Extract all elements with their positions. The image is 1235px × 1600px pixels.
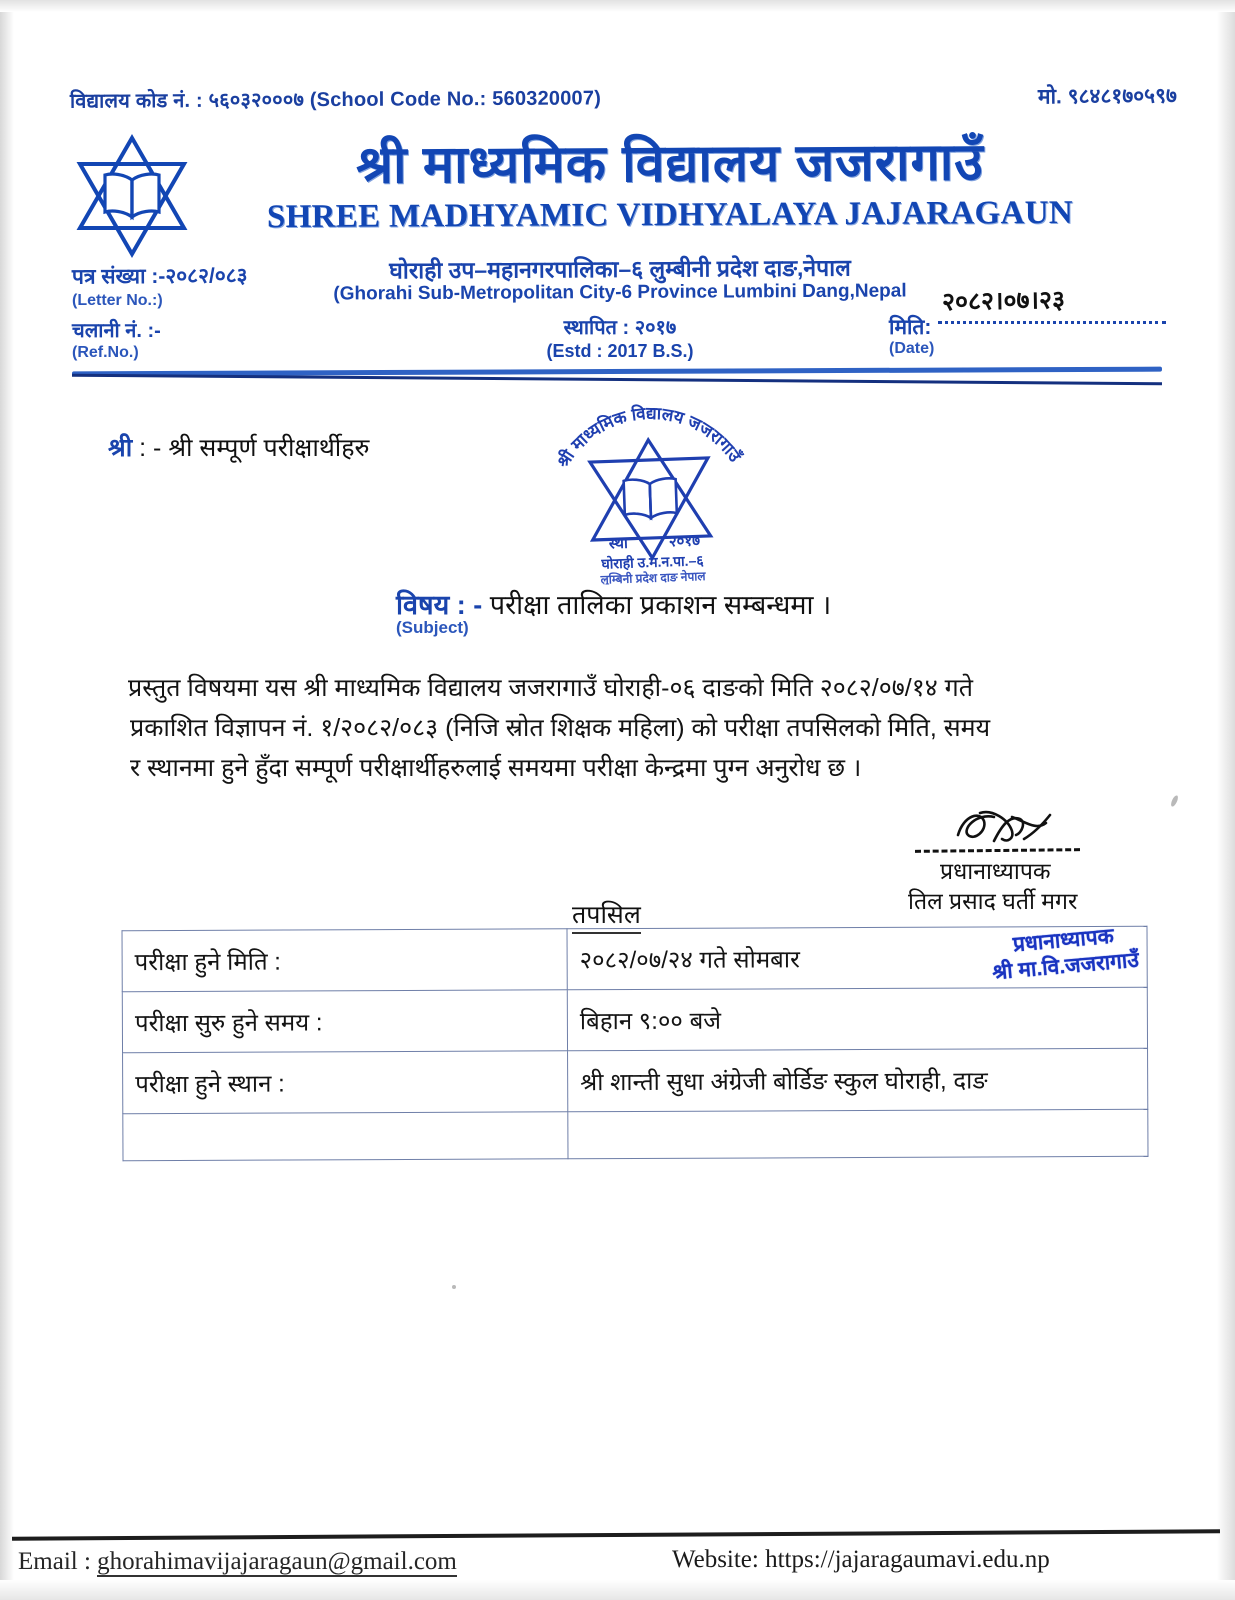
recipient-separator: : - bbox=[139, 434, 162, 462]
scan-edge-left bbox=[0, 0, 14, 1600]
footer-website bbox=[672, 1546, 1050, 1574]
letter-no-field bbox=[72, 261, 248, 290]
established-english: (Estd : 2017 B.S.) bbox=[546, 341, 694, 361]
school-address-english: (Ghorahi Sub-Metropolitan City-6 Province Lumbini Dang,Nepal bbox=[333, 280, 907, 305]
letter-no-label: पत्र संख्या :- bbox=[71, 264, 166, 289]
body-line-2: प्रकाशित विज्ञापन नं. १/२०८२/०८३ (निजि स्रोत शिक्षक महिला) को परीक्षा तपसिलको मिति, समय bbox=[130, 714, 991, 742]
school-name-english: SHREE MADHYAMIC VIDHYALAYA JAJARAGAUN bbox=[266, 194, 1074, 236]
ref-no-sublabel: (Ref.No.) bbox=[72, 344, 139, 361]
header-divider-thin bbox=[72, 374, 1162, 386]
svg-text:स्था: स्था bbox=[608, 534, 629, 553]
footer-email-value[interactable]: ghorahimavijajaragaun@gmail.com bbox=[97, 1548, 457, 1575]
footer-website-label: Website: bbox=[672, 1546, 766, 1573]
footer-divider bbox=[12, 1529, 1220, 1540]
signatory-designation: प्रधानाध्यापक bbox=[940, 858, 1051, 884]
subject-label: विषय : - bbox=[396, 590, 483, 620]
exam-venue-value: श्री शान्ती सुधा अंग्रेजी बोर्डिङ स्कुल घोराही, दाङ bbox=[568, 1048, 1148, 1112]
established-nepali: स्थापित : २०१७ bbox=[563, 317, 677, 339]
exam-venue-label: परीक्षा हुने स्थान : bbox=[123, 1051, 568, 1114]
exam-time-label: परीक्षा सुरु हुने समय : bbox=[122, 990, 567, 1053]
body-line-1: प्रस्तुत विषयमा यस श्री माध्यमिक विद्यालय जजरागाउँ घोराही-०६ दाङको मिति २०८२/०७/१४ गते bbox=[128, 674, 973, 702]
date-sublabel: (Date) bbox=[889, 340, 935, 357]
office-stamp-line-1: प्रधानाध्यापक bbox=[1012, 924, 1115, 957]
date-label: मिति: bbox=[889, 316, 932, 339]
body-line-3: र स्थानमा हुने हुँदा सम्पूर्ण परीक्षार्थीहरुलाई समयमा परीक्षा केन्द्रमा पुग्न अनुरोध छ । bbox=[130, 754, 862, 782]
svg-text:श्री माध्यमिक विद्यालय जजरागाउ: श्री माध्यमिक विद्यालय जजरागाउँ bbox=[553, 403, 745, 472]
subject-sublabel: (Subject) bbox=[396, 618, 469, 637]
school-name-nepali: श्री माध्यमिक विद्यालय जजरागाउँ bbox=[356, 133, 984, 195]
scan-speck bbox=[452, 1285, 456, 1289]
scan-speck bbox=[1170, 795, 1180, 808]
table-spacer-cell-left bbox=[123, 1112, 568, 1161]
table-row-spacer bbox=[123, 1109, 1148, 1160]
signatory-name: तिल प्रसाद घर्ती मगर bbox=[908, 888, 1078, 914]
table-row bbox=[122, 987, 1147, 1052]
date-handwritten-value: २०८२।०७।२३ bbox=[941, 285, 1066, 317]
exam-time-value: बिहान ९:०० बजे bbox=[567, 987, 1147, 1051]
letter-body bbox=[128, 668, 1103, 788]
footer-email-label: Email : bbox=[18, 1548, 98, 1575]
recipient-name: श्री सम्पूर्ण परीक्षार्थीहरु bbox=[168, 434, 370, 462]
table-spacer-cell-right bbox=[568, 1109, 1148, 1159]
date-dotted-line bbox=[938, 321, 1166, 324]
ref-no-label: चलानी नं. :- bbox=[72, 320, 161, 342]
recipient-line bbox=[108, 430, 370, 464]
svg-text:घोराही उ.म.न.पा.–६: घोराही उ.म.न.पा.–६ bbox=[601, 552, 704, 572]
footer-email bbox=[18, 1548, 457, 1576]
school-logo-icon bbox=[62, 128, 202, 263]
letter-no-sublabel: (Letter No.:) bbox=[72, 292, 163, 309]
scan-edge-bottom bbox=[0, 1580, 1235, 1600]
svg-text:लुम्बिनी प्रदेश दाङ नेपाल: लुम्बिनी प्रदेश दाङ नेपाल bbox=[600, 569, 706, 587]
school-code-text: विद्यालय कोड नं. : ५६०३२०००७ (School Code No.: 560320007) bbox=[69, 87, 602, 113]
subject-line bbox=[396, 585, 831, 622]
table-row bbox=[123, 1048, 1148, 1113]
letter-no-value: २०८२/०८३ bbox=[165, 264, 248, 288]
scan-edge-right bbox=[1217, 0, 1235, 1600]
exam-date-value: २०८२/०७/२४ गते सोमबार bbox=[567, 926, 1147, 990]
handwritten-signature-icon bbox=[950, 805, 1070, 850]
footer-website-value[interactable]: https://jajaragaumavi.edu.np bbox=[765, 1546, 1050, 1573]
school-address-nepali: घोराही उप–महानगरपालिका–६ लुम्बीनी प्रदेश दाङ,नेपाल bbox=[389, 254, 851, 284]
exam-date-label: परीक्षा हुने मिति : bbox=[122, 929, 567, 992]
subject-text: परीक्षा तालिका प्रकाशन सम्बन्धमा । bbox=[489, 590, 832, 620]
svg-text:२०१७: २०१७ bbox=[668, 532, 701, 551]
official-round-seal-icon bbox=[522, 394, 778, 588]
office-stamp-line-2: श्री मा.वि.जजरागाउँ bbox=[991, 948, 1140, 985]
tapasil-heading: तपसिल bbox=[572, 897, 641, 934]
scan-edge-top bbox=[0, 0, 1235, 12]
recipient-prefix: श्री bbox=[108, 434, 133, 462]
mobile-number-text: मो. ९८४८१७०५९७ bbox=[1038, 84, 1178, 109]
signature-line bbox=[915, 848, 1080, 853]
